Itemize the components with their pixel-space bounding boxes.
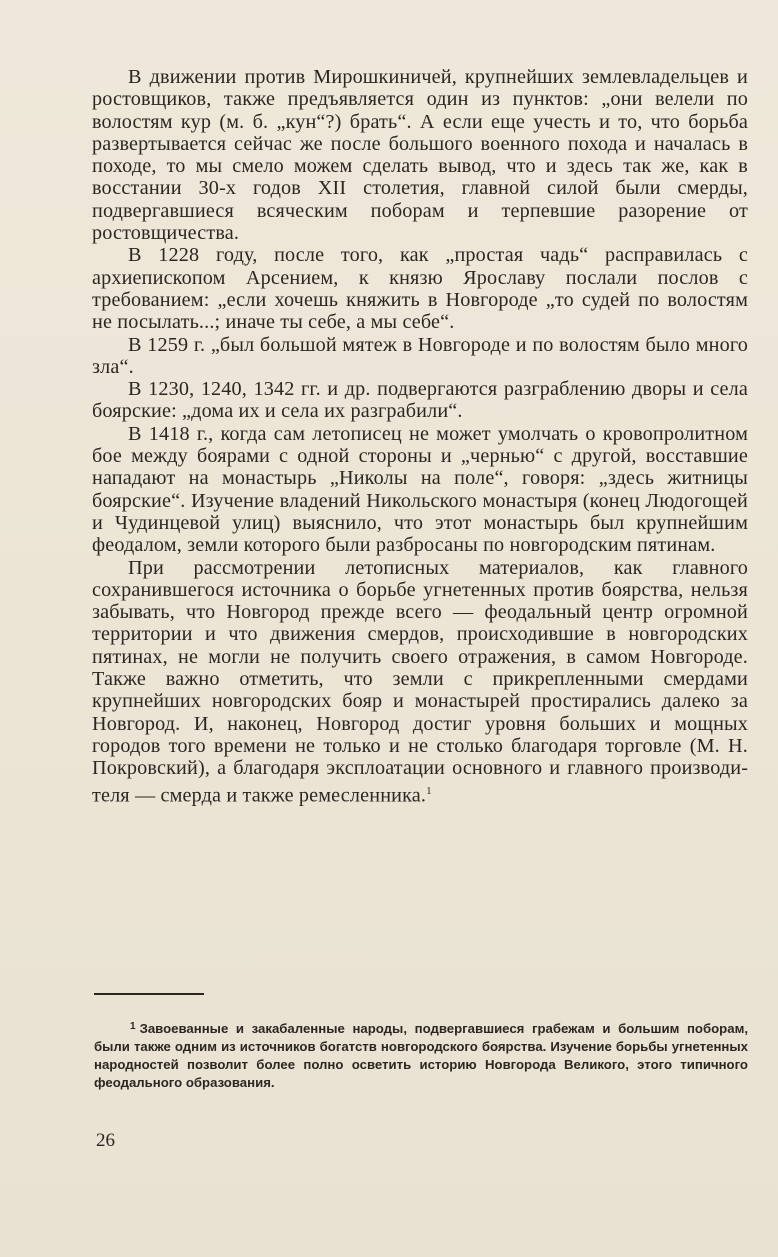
- page-number: 26: [96, 1130, 115, 1151]
- footnote-marker: 1: [130, 1021, 136, 1032]
- paragraph-6: [92, 557, 748, 807]
- main-text: [92, 66, 748, 807]
- paragraph-2: В 1228 году, после того, как „простая чадь“ расправилась с архиепископом Арсением, к князю Ярославу послали послов с требованием: „если хочешь княжить в Новгороде „то судей по волостям не посылать...; иначе ты себе, а мы себе“.: [92, 244, 748, 334]
- footnote-text: Завоеванные и закабаленные народы, подвергавшиеся грабежам и большим поборам, были также одним из источников богатств новгородского боярства. Изучение борьбы угнетенных народностей позволит более полно осветить историю Новгорода Великого, этого типичного феодального образования.: [94, 1021, 748, 1090]
- footnote-reference: 1: [426, 784, 432, 797]
- paragraph-4: В 1230, 1240, 1342 гг. и др. подвергаются разграблению дворы и села боярские: „дома их и села их разграбили“.: [92, 378, 748, 423]
- footnote: [94, 1018, 748, 1092]
- footnote-divider: [94, 993, 204, 995]
- paragraph-1: В движении против Мирошкиничей, крупнейших землевладельцев и ростовщиков, также предъявляется один из пунктов: „они велели по волостям кур (м. б. „кун“?) брать“. А если еще учесть и то, что борьба развертывается сейчас же после большого военного похода и началась в походе, то мы смело можем сделать вывод, что и здесь так же, как в восстании 30-х годов XII столетия, главной силой были смерды, подвергавшиеся всяческим поборам и терпевшие разорение от ростовщичества.: [92, 66, 748, 245]
- paragraph-3: В 1259 г. „был большой мятеж в Новгороде и по волостям было много зла“.: [92, 333, 748, 378]
- paragraph-5: В 1418 г., когда сам летописец не может умолчать о кровопролитном бое между боярами с одной стороны и „чернью“ с другой, восставшие нападают на монастырь „Николы на поле“, говоря: „здесь житницы боярские“. Изучение владений Никольского монастыря (конец Людогощей и Чудинцевой улиц) выяснило, что этот монастырь был крупнейшим феодалом, земли которого были разбросаны по новгородским пятинам.: [92, 422, 748, 557]
- paragraph-6-text: При рассмотрении летописных материалов, как главного сохранившегося источника о борьбе угнетенных против боярства, нельзя забывать, что Новгород прежде всего — феодальный центр огромной территории и что движения смердов, происходившие в новгородских пятинах, не могли не получить своего отражения, в самом Новгороде. Также важно отметить, что земли с прикрепленными смердами крупнейших новгородских бояр и монастырей простирались далеко за Новгород. И, наконец, Новгород достиг уровня больших и мощных городов того времени не только и не столько благодаря торговле (М. Н. Покровский), а благодаря эксплоатации основного и главного производителя — смерда и также ремесленника.: [92, 556, 748, 807]
